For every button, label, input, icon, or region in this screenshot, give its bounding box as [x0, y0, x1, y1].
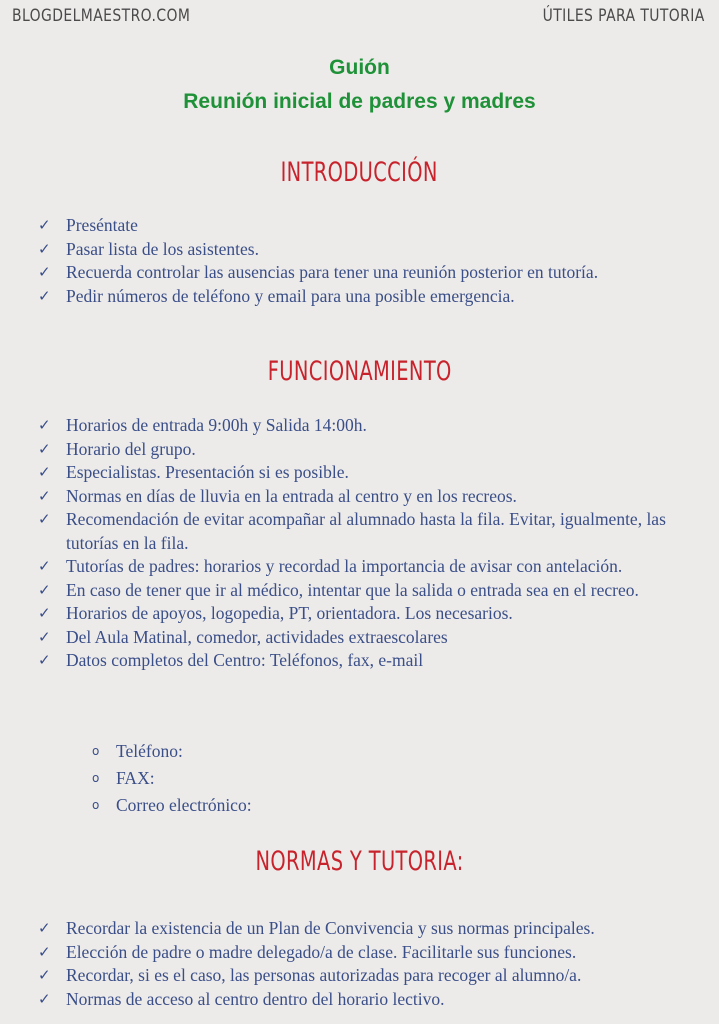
list-item: ✓ Del Aula Matinal, comedor, actividades extraescolares	[38, 626, 699, 650]
contact-sublist	[92, 738, 252, 819]
list-item: ✓ Recomendación de evitar acompañar al alumnado hasta la fila. Evitar, igualmente, las tutorías en la fila.	[38, 509, 666, 553]
check-icon: ✓	[38, 651, 51, 669]
site-name: BLOGDELMAESTRO.COM	[12, 6, 191, 26]
sublist-item: o Correo electrónico:	[92, 792, 252, 819]
check-icon: ✓	[38, 580, 51, 599]
circle-bullet-icon: o	[92, 798, 100, 812]
check-icon: ✓	[38, 239, 51, 258]
list-item: ✓ Especialistas. Presentación si es posible.	[38, 461, 699, 485]
check-icon: ✓	[38, 966, 51, 984]
check-icon: ✓	[38, 604, 51, 622]
list-item: ✓ Horarios de apoyos, logopedia, PT, orientadora. Los necesarios.	[38, 602, 699, 626]
check-icon: ✓	[38, 557, 51, 575]
list-item: ✓ Recordar la existencia de un Plan de Convivencia y sus normas principales.	[38, 917, 699, 941]
sublist-item: o Teléfono:	[92, 738, 252, 765]
check-icon: ✓	[38, 486, 51, 505]
check-icon: ✓	[38, 439, 51, 458]
page-category: ÚTILES PARA TUTORIA	[542, 6, 705, 26]
list-item: ✓ Normas de acceso al centro dentro del horario lectivo.	[38, 988, 699, 1012]
check-icon: ✓	[38, 263, 51, 281]
list-item: ✓ Elección de padre o madre delegado/a de clase. Facilitarle sus funciones.	[38, 941, 699, 965]
check-icon: ✓	[38, 416, 51, 434]
list-item: ✓ En caso de tener que ir al médico, intentar que la salida o entrada sea en el recreo.	[38, 579, 699, 603]
document-title: Guión	[329, 56, 390, 79]
circle-bullet-icon: o	[92, 744, 100, 758]
check-icon: ✓	[38, 463, 51, 481]
section-heading-introduccion: INTRODUCCIÓN	[280, 157, 439, 188]
list-item: ✓ Pedir números de teléfono y email para una posible emergencia.	[38, 285, 699, 309]
check-icon: ✓	[38, 942, 51, 961]
check-icon: ✓	[38, 286, 51, 305]
list-item: ✓ Recuerda controlar las ausencias para tener una reunión posterior en tutoría.	[38, 261, 699, 285]
check-icon: ✓	[38, 989, 51, 1008]
checklist-funcionamiento	[38, 414, 699, 673]
check-icon: ✓	[38, 919, 51, 937]
check-icon: ✓	[38, 216, 51, 234]
check-icon: ✓	[38, 627, 51, 646]
section-heading-funcionamiento: FUNCIONAMIENTO	[267, 356, 452, 387]
list-item: ✓ Normas en días de lluvia en la entrada al centro y en los recreos.	[38, 485, 699, 509]
checklist-introduccion	[38, 214, 699, 308]
list-item: ✓ Horarios de entrada 9:00h y Salida 14:00h.	[38, 414, 699, 438]
circle-bullet-icon: o	[92, 771, 100, 785]
check-icon: ✓	[38, 510, 51, 528]
checklist-normas-tutoria	[38, 917, 699, 1011]
sublist-item: o FAX:	[92, 765, 252, 792]
list-item: ✓ Datos completos del Centro: Teléfonos, fax, e-mail	[38, 649, 699, 673]
list-item: ✓ Pasar lista de los asistentes.	[38, 238, 699, 262]
list-item: ✓ Horario del grupo.	[38, 438, 699, 462]
list-item: ✓ Preséntate	[38, 214, 699, 238]
list-item: ✓ Recordar, si es el caso, las personas autorizadas para recoger al alumno/a.	[38, 964, 699, 988]
list-item: ✓ Tutorías de padres: horarios y recordad la importancia de avisar con antelación.	[38, 555, 699, 579]
document-subtitle: Reunión inicial de padres y madres	[183, 90, 536, 113]
section-heading-normas-tutoria: NORMAS Y TUTORIA:	[255, 846, 464, 877]
